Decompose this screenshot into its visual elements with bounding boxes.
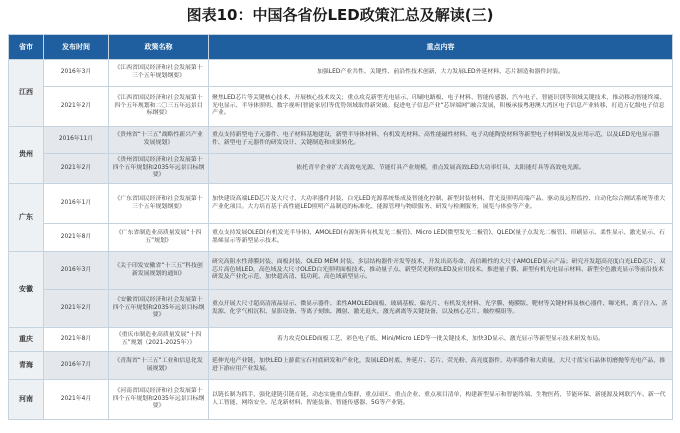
table-row — [9, 127, 673, 154]
content-cell: 聚焦LED芯片等关键核心技术，开展核心技术攻关；重点攻克新型光电显示、印刷电路板、电子材料、智能传感器、汽车电子、智能识别等领域关键技术，推动移动智能终端、光电显示、半导体照明、数字视听(智能家居)等优势领域取得新突破。促进电子信息产业“芯屏端网”融合发展，积极承接粤港澳大湾区电子信息产业转移，打造万亿级电子信息产业。 — [209, 87, 673, 127]
content-cell: 以链长制为抓手，强化建链引链育链，动态实施重点集群、重点园区、重点企业、重点项目清单，构建新型显示和智能终端、生物医药、节能环保、新能源及网联汽车、新一代人工智能、网络安全、尼龙新材料、智能装备、智能传感器、5G等产业链。 — [209, 380, 673, 420]
policy-name-cell: 《重庆市制造业高质量发展“十四五”规划（2021-2025年）》 — [109, 328, 209, 352]
date-cell: 2016年3月 — [44, 252, 109, 290]
table-row — [9, 87, 673, 127]
date-cell: 2021年8月 — [44, 328, 109, 352]
content-cell: 重点支持新型电子元器件、电子材料基地建设，新型半导体材料、有机发光材料、高性能磁性材料、电子功能陶瓷材料等新型电子材料研发及应用示范，以及LED光电显示器件、新型电子元器件的研发设计、关键制造和成果转化。 — [209, 127, 673, 154]
table-row — [9, 290, 673, 328]
policy-name-cell: 《广东省制造业高质量发展“十四五”规划》 — [109, 224, 209, 252]
date-cell: 2021年2月 — [44, 154, 109, 184]
header-policy-name: 政策名称 — [109, 35, 209, 60]
date-cell: 2016年7月 — [44, 352, 109, 380]
date-cell: 2021年8月 — [44, 224, 109, 252]
policy-name-cell: 《青海省“十三五”工业和信息化发展规划》 — [109, 352, 209, 380]
date-cell: 2016年1月 — [44, 184, 109, 224]
table-header-row — [9, 35, 673, 60]
province-cell: 重庆 — [9, 328, 44, 352]
content-cell: 加快建设高端LED芯片及大尺寸、大功率器件封装、白光LED光源系统集成及智能化控制、新型封装材料、背光及照明高端产品、驱动及远程监控、自动化综合测试系统等重大产业化项目。大力培育基于高性能LED照明产品制造的标准化、能源管理与物联服务、研发与检测服务，展览与体验等产业。 — [209, 184, 673, 224]
date-cell: 2021年4月 — [44, 380, 109, 420]
policy-name-cell: 《河南省国民经济和社会发展第十四个五年规划和2035年远景目标纲要》 — [109, 380, 209, 420]
content-cell: 重点开展大尺寸超高清液晶显示、微显示器件、柔性AMOLED面板、玻璃基板、偏光片、有机发光材料、光学膜、掩膜版、靶材等关键材料及核心器件、曝光机、离子注入、蒸发源、化学气相沉积、显影设备、等离子刻蚀、溅射、激光退火、激光剥离等关键设备，以及核心芯片、触控模组等。 — [209, 290, 673, 328]
content-cell: 重点支持发展OLED(有机发光半导体)、AMOLED(有源矩阵有机发光二极管)、Micro LED(微型发光二极管)、QLED(量子点发光二极管)、印刷显示、柔性显示、激光显示、石墨烯显示等新型显示技术。 — [209, 224, 673, 252]
province-cell: 广东 — [9, 184, 44, 252]
policy-name-cell: 《安徽省国民经济和社会发展第十四个五年规划和2035年远景目标纲要》 — [109, 290, 209, 328]
policy-name-cell: 《贵州省“十三五”战略性新兴产业发展规划》 — [109, 127, 209, 154]
table-row — [9, 154, 673, 184]
table-row — [9, 252, 673, 290]
date-cell: 2016年3月 — [44, 60, 109, 87]
content-cell: 研究高阻水性薄膜封装、面板封装、OLED MEM 封装、多层结构器件开发等技术，开发出高寿命、高信赖性的大尺寸AMOLED显示产品；研究开发超高亮度白光LED芯片、双芯片高色域LED，高色域及大尺寸OLED白光照明面板技术，推动量子点、新型荧光粉的LED及应用技术。推进量子膜、新型有机光电显示材料、新型全色激光显示等前沿技术研发及产业化示范，加快超高清、低功耗、高色域新型显示。 — [209, 252, 673, 290]
content-cell: 依托青平企业扩大高效电光源、节能灯具产业规模，重点发展高效LED大功率灯具、太阳能灯具等高效电光源。 — [209, 154, 673, 184]
date-cell: 2016年11月 — [44, 127, 109, 154]
province-cell: 安徽 — [9, 252, 44, 328]
policy-name-cell: 《关于印发安徽省“十三五”科技创新发展规划的通知》 — [109, 252, 209, 290]
header-province: 省市 — [9, 35, 44, 60]
policy-name-cell: 《广东省国民经济和社会发展第十三个五年规划纲要》 — [109, 184, 209, 224]
header-key-content: 重点内容 — [209, 35, 673, 60]
content-cell: 着力攻克OLED面板工艺、彩色电子纸、Mini/Micro LED等一批关键技术，加快3D显示、激光显示等新型显示技术研发布局。 — [209, 328, 673, 352]
table-row — [9, 224, 673, 252]
date-cell: 2021年2月 — [44, 290, 109, 328]
province-cell: 贵州 — [9, 127, 44, 184]
province-cell: 青海 — [9, 352, 44, 380]
table-row — [9, 60, 673, 87]
table-row — [9, 328, 673, 352]
policy-name-cell: 《江西省国民经济和社会发展第十四个五年规划和二〇三五年远景目标纲要》 — [109, 87, 209, 127]
table-row — [9, 352, 673, 380]
table-row — [9, 380, 673, 420]
province-cell: 河南 — [9, 380, 44, 420]
content-cell: 延伸光电产业链，加快LED上游蓝宝石衬底研发和产业化，发展LED衬底、外延片、芯片、荧光粉、高亮度器件、功率器件和大质量、大尺寸蓝宝石晶体切磨抛等光电产品，推进下游应用产业发展。 — [209, 352, 673, 380]
province-cell: 江西 — [9, 60, 44, 127]
policy-table — [8, 34, 673, 420]
content-cell: 加强LED产业共性、关键性、前沿性技术创新，大力发展LED外延材料、芯片制造和器件封装。 — [209, 60, 673, 87]
policy-name-cell: 《贵州省国民经济和社会发展第十四个五年规划和2035年远景目标纲要》 — [109, 154, 209, 184]
header-date: 发布时间 — [44, 35, 109, 60]
date-cell: 2021年2月 — [44, 87, 109, 127]
policy-name-cell: 《江西省国民经济和社会发展第十三个五年规划纲要》 — [109, 60, 209, 87]
page-title: 图表10：中国各省份LED政策汇总及解读(三) — [186, 6, 494, 24]
table-row — [9, 184, 673, 224]
